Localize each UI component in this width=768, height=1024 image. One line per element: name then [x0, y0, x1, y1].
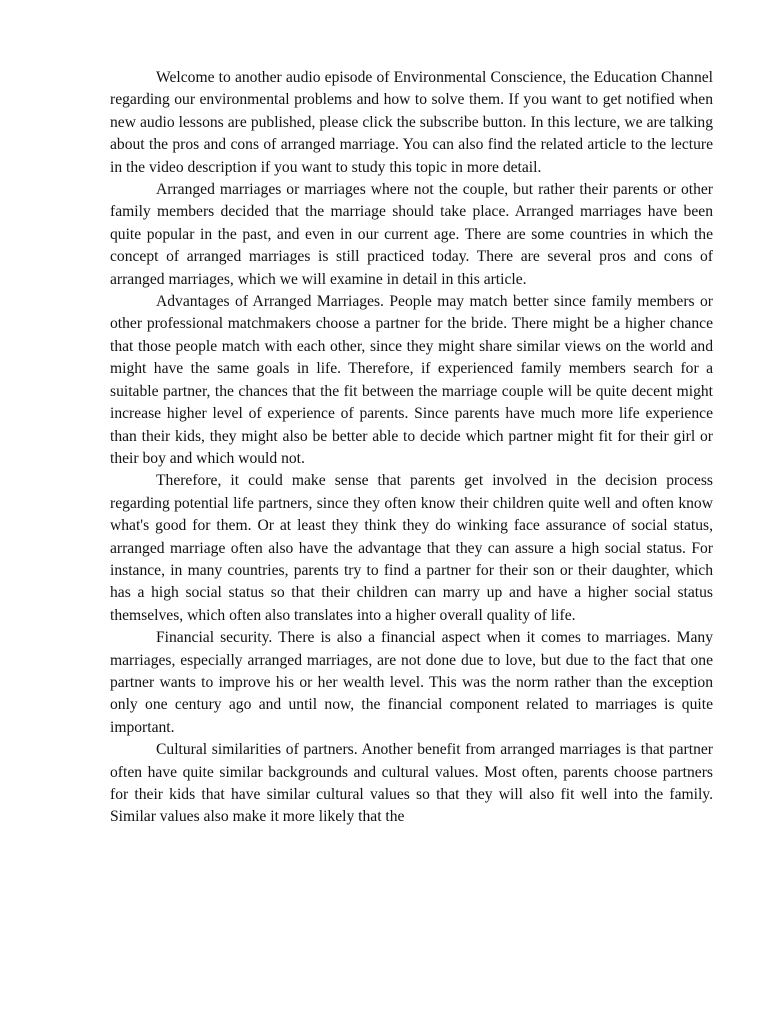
document-body [110, 67, 713, 829]
paragraph-advantages: Advantages of Arranged Marriages. People may match better since family members or other professional matchmakers choose a partner for the bride. There might be a higher chance that those people match with each other, since they might share similar views on the world and might have the same goals in life. Therefore, if experienced family members search for a suitable partner, the chances that the fit between the marriage couple will be quite decent might increase higher level of experience of parents. Since parents have much more life experience than their kids, they might also be better able to decide which partner might fit for their girl or their boy and which would not. [110, 293, 713, 467]
paragraph-social-status: Therefore, it could make sense that parents get involved in the decision process regarding potential life partners, since they often know their children quite well and often know what's good for them. Or at least they think they do winking face assurance of social status, arranged marriage often also have the advantage that they can assure a high social status. For instance, in many countries, parents try to find a partner for their son or their daughter, which has a high social status so that their children can marry up and have a higher social status themselves, which often also translates into a higher overall quality of life. [110, 472, 713, 624]
paragraph-definition: Arranged marriages or marriages where not the couple, but rather their parents or other family members decided that the marriage should take place. Arranged marriages have been quite popular in the past, and even in our current age. There are some countries in which the concept of arranged marriages is still practiced today. There are several pros and cons of arranged marriages, which we will examine in detail in this article. [110, 181, 713, 288]
paragraph-cultural-similarities: Cultural similarities of partners. Another benefit from arranged marriages is that partner often have quite similar backgrounds and cultural values. Most often, parents choose partners for their kids that have similar cultural values so that they will also fit well into the family. Similar values also make it more likely that the [110, 741, 713, 826]
paragraph-intro: Welcome to another audio episode of Environmental Conscience, the Education Channel regarding our environmental problems and how to solve them. If you want to get notified when new audio lessons are published, please click the subscribe button. In this lecture, we are talking about the pros and cons of arranged marriage. You can also find the related article to the lecture in the video description if you want to study this topic in more detail. [110, 69, 713, 176]
paragraph-financial-security: Financial security. There is also a financial aspect when it comes to marriages. Many marriages, especially arranged marriages, are not done due to love, but due to the fact that one partner wants to improve his or her wealth level. This was the norm rather than the exception only one century ago and until now, the financial component related to marriages is quite important. [110, 629, 713, 736]
